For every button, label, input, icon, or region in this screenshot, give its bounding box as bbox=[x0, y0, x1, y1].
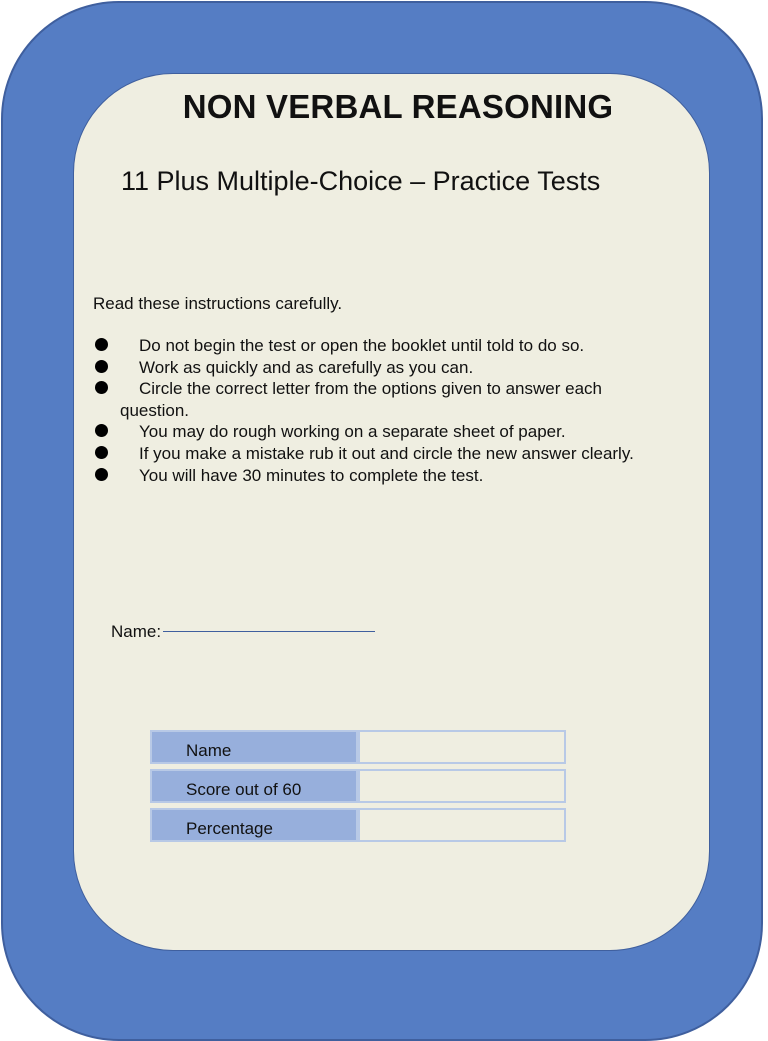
instruction-item bbox=[93, 443, 693, 465]
page-title: NON VERBAL REASONING bbox=[182, 88, 614, 125]
bullet-icon bbox=[95, 424, 108, 437]
instructions-heading: Read these instructions carefully. bbox=[93, 294, 343, 313]
score-table-label: Name bbox=[186, 741, 232, 760]
score-table-value-cell[interactable] bbox=[358, 808, 566, 842]
instruction-item bbox=[93, 378, 693, 421]
score-table-label-cell bbox=[150, 769, 358, 803]
score-table-label: Percentage bbox=[186, 819, 273, 838]
instruction-text-continuation: question. bbox=[120, 400, 189, 420]
bullet-icon bbox=[95, 381, 108, 394]
score-table-label-cell bbox=[150, 730, 358, 764]
instruction-text: Circle the correct letter from the options given to answer each bbox=[139, 379, 602, 399]
bullet-icon bbox=[95, 360, 108, 373]
score-table-label-cell bbox=[150, 808, 358, 842]
score-table-label: Score out of 60 bbox=[186, 780, 302, 799]
score-table-value-cell[interactable] bbox=[358, 769, 566, 803]
table-row bbox=[150, 769, 566, 803]
instruction-text: You may do rough working on a separate sheet of paper. bbox=[139, 422, 566, 442]
bullet-icon bbox=[95, 446, 108, 459]
instruction-item bbox=[93, 335, 693, 357]
instruction-text: If you make a mistake rub it out and circle the new answer clearly. bbox=[139, 443, 634, 463]
instruction-item bbox=[93, 357, 693, 379]
instruction-item bbox=[93, 465, 693, 487]
bullet-icon bbox=[95, 338, 108, 351]
score-table bbox=[150, 730, 566, 847]
instruction-text: Work as quickly and as carefully as you can. bbox=[139, 357, 474, 377]
page-subtitle: 11 Plus Multiple-Choice – Practice Tests bbox=[121, 166, 601, 196]
instruction-text: You will have 30 minutes to complete the test. bbox=[139, 465, 484, 485]
name-field-label: Name: bbox=[111, 622, 162, 641]
instructions-list bbox=[93, 335, 693, 486]
table-row bbox=[150, 808, 566, 842]
score-table-value-cell[interactable] bbox=[358, 730, 566, 764]
name-write-line[interactable] bbox=[163, 631, 375, 632]
table-row bbox=[150, 730, 566, 764]
instruction-text: Do not begin the test or open the booklet until told to do so. bbox=[139, 336, 585, 355]
bullet-icon bbox=[95, 468, 108, 481]
instruction-item bbox=[93, 421, 693, 443]
